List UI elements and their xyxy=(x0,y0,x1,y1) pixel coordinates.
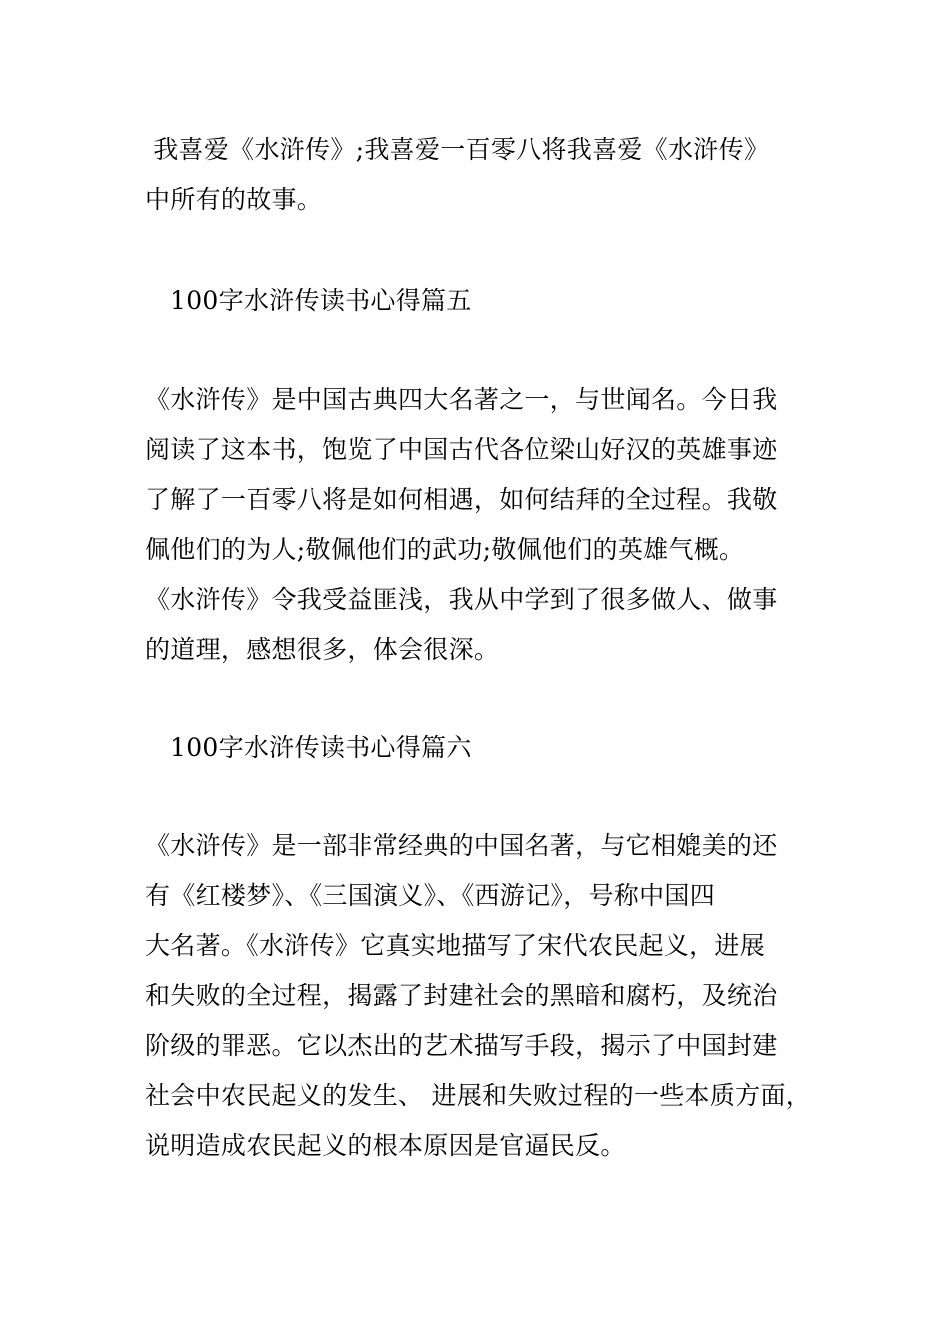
paragraph-6-line-6: 社会中农民起义的发生、 进展和失败过程的一些本质方面， xyxy=(145,1081,812,1110)
section-heading-6: 100字水浒传读书心得篇六 xyxy=(170,733,472,762)
paragraph-6-line-2: 有《红楼梦》、《三国演义》、《西游记》，号称中国四 xyxy=(145,881,716,910)
section-heading-5: 100字水浒传读书心得篇五 xyxy=(170,286,472,315)
paragraph-5-line-6: 的道理，感想很多，体会很深。 xyxy=(145,635,500,664)
paragraph-1-line-2: 中所有的故事。 xyxy=(145,185,323,214)
paragraph-1-line-1: 我喜爱《水浒传》;我喜爱一百零八将我喜爱《水浒传》 xyxy=(145,135,770,164)
paragraph-5-line-1: 《水浒传》是中国古典四大名著之一，与世闻名。今日我 xyxy=(145,385,778,414)
paragraph-6-line-5: 阶级的罪恶。它以杰出的艺术描写手段，揭示了中国封建 xyxy=(145,1031,778,1060)
paragraph-5-line-4: 佩他们的为人;敬佩他们的武功;敬佩他们的英雄气概。 xyxy=(145,535,745,564)
paragraph-6-line-3: 大名著。《水浒传》它真实地描写了宋代农民起义，进展 xyxy=(145,931,766,960)
paragraph-5-line-2: 阅读了这本书，饱览了中国古代各位梁山好汉的英雄事迹 xyxy=(145,435,778,464)
paragraph-5-line-3: 了解了一百零八将是如何相遇，如何结拜的全过程。我敬 xyxy=(145,485,778,514)
paragraph-6-line-7: 说明造成农民起义的根本原因是官逼民反。 xyxy=(145,1131,626,1160)
paragraph-6-line-4: 和失败的全过程，揭露了封建社会的黑暗和腐朽，及统治 xyxy=(145,981,778,1010)
paragraph-6-line-1: 《水浒传》是一部非常经典的中国名著，与它相媲美的还 xyxy=(145,831,778,860)
paragraph-5-line-5: 《水浒传》令我受益匪浅，我从中学到了很多做人、做事 xyxy=(145,585,778,614)
